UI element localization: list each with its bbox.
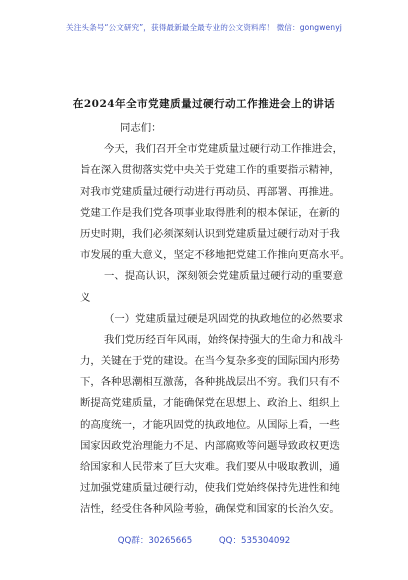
- paragraph-line: 今天，我们召开全市党建质量过硬行动工作推进会，: [104, 143, 343, 156]
- paragraph-line: 的高度统一，才能巩固党的执政地位。从国际上看，一些: [80, 418, 340, 431]
- footer: [0, 534, 408, 546]
- paragraph-line: 党建工作是我们党各项事业取得胜利的根本保证，在新的: [80, 206, 340, 219]
- document-title: 在2024年全市党建质量过硬行动工作推进会上的讲话: [72, 98, 336, 110]
- paragraph-line: 过加强党建质量过硬行动，使我们党始终保持先进性和纯: [80, 482, 340, 495]
- document-body: [80, 116, 350, 521]
- paragraph-line: 对我市党建质量过硬行动进行再动员、再部署、再推进。: [80, 185, 340, 198]
- paragraph-line: 旨在深入贯彻落实党中央关于党建工作的重要指示精神，: [80, 164, 340, 177]
- section-heading: 一、提高认识，深刻领会党建质量过硬行动的重要意: [104, 270, 343, 283]
- paragraph-line: 国家因政党治理能力不足、内部腐败等问题导致政权更迭: [80, 439, 340, 452]
- paragraph-line: 我们党历经百年风雨，始终保持强大的生命力和战斗: [104, 333, 343, 346]
- subsection-heading: （一）党建质量过硬是巩固党的执政地位的必然要求: [104, 312, 343, 325]
- paragraph-line: 给国家和人民带来了巨大灾难。我们要从中吸取教训，通: [80, 461, 340, 473]
- paragraph-line: 市发展的重大意义，坚定不移地把党建工作推向更高水平。: [80, 249, 350, 262]
- paragraph-line: 历史时期，我们必须深刻认识到党建质量过硬行动对于我: [80, 227, 340, 240]
- header-banner: 关注头条号“公文研究”，获得最新最全最专业的公文资料库！ 微信：gongwenyj: [66, 23, 342, 32]
- greeting: 同志们：: [120, 122, 162, 134]
- paragraph-line: 断提高党建质量，才能确保党在思想上、政治上、组织上: [80, 397, 340, 410]
- section-heading: 义: [80, 291, 91, 304]
- paragraph-line: 力，关键在于党的建设。在当今复杂多变的国际国内形势: [80, 355, 340, 368]
- footer-qq-number: QQ：535304092: [218, 536, 291, 546]
- paragraph-line: 下，各种思潮相互激荡，各种挑战层出不穷。我们只有不: [80, 376, 340, 389]
- footer-qq-group: QQ群：30265665: [117, 536, 193, 546]
- paragraph-line: 洁性，经受住各种风险考验，确保党和国家的长治久安。: [80, 503, 340, 516]
